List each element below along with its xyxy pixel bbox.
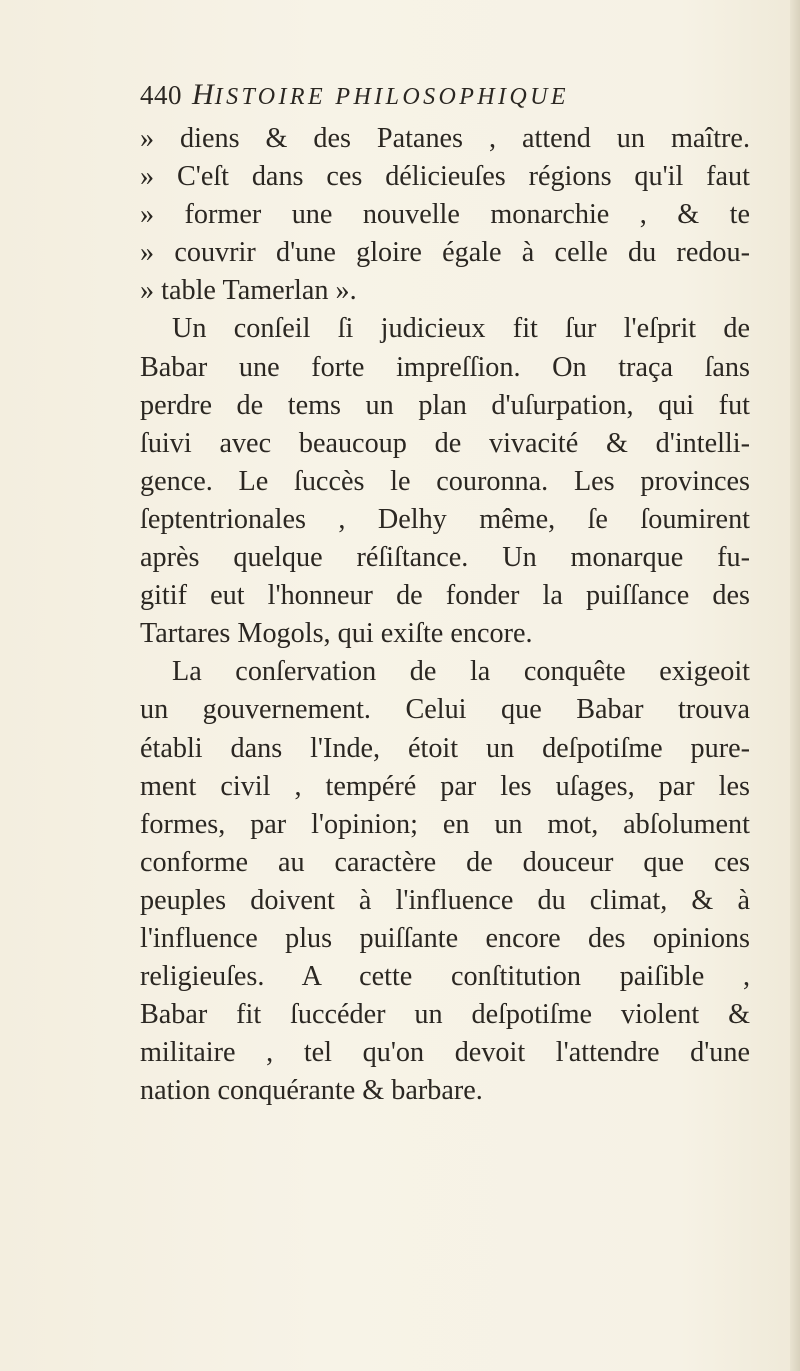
text-line: » table Tamerlan ».	[140, 275, 357, 307]
text-line: conforme au caractère de douceur que ces	[140, 846, 750, 878]
text-line: l'influence plus puiſſante encore des opinions	[140, 922, 750, 954]
page-number: 440	[140, 80, 182, 110]
text-line: militaire , tel qu'on devoit l'attendre d'une	[140, 1037, 750, 1069]
text-line: » diens & des Patanes , attend un maître.	[140, 123, 750, 154]
running-head	[140, 78, 700, 118]
running-title	[192, 78, 569, 111]
text-line: Un conſeil ſi judicieux fit ſur l'eſprit de	[172, 313, 750, 345]
text-line: gitif eut l'honneur de fonder la puiſſance des	[140, 580, 750, 612]
text-line: ment civil , tempéré par les uſages, par les	[140, 770, 750, 802]
text-line: » couvrir d'une gloire égale à celle du redou-	[140, 237, 750, 269]
text-line: ſeptentrionales , Delhy même, ſe ſoumirent	[140, 503, 750, 535]
text-line: religieuſes. A cette conſtitution paiſible ,	[140, 961, 750, 993]
text-line: La conſervation de la conquête exigeoit	[172, 656, 750, 688]
text-line: Tartares Mogols, qui exiſte encore.	[140, 618, 533, 650]
text-line: gence. Le ſuccès le couronna. Les provinces	[140, 465, 750, 497]
text-line: ſuivi avec beaucoup de vivacité & d'intelli-	[140, 427, 750, 459]
text-line: Babar une forte impreſſion. On traça ſans	[140, 351, 750, 383]
text-line: perdre de tems un plan d'uſurpation, qui fut	[140, 389, 750, 421]
text-line: » former une nouvelle monarchie , & te	[140, 199, 750, 231]
body-text	[140, 120, 750, 1110]
text-line: après quelque réſiſtance. Un monarque fu-	[140, 542, 750, 574]
text-line: formes, par l'opinion; en un mot, abſolument	[140, 808, 750, 840]
page-edge	[790, 0, 800, 1371]
text-line: un gouvernement. Celui que Babar trouva	[140, 694, 750, 726]
text-line: » C'eſt dans ces délicieuſes régions qu'il faut	[140, 161, 750, 193]
text-line: Babar fit ſuccéder un deſpotiſme violent &	[140, 999, 750, 1031]
running-title-rest: ISTOIRE PHILOSOPHIQUE	[214, 84, 569, 110]
text-line: nation conquérante & barbare.	[140, 1075, 483, 1107]
text-line: établi dans l'Inde, étoit un deſpotiſme pure-	[140, 732, 750, 764]
text-line: peuples doivent à l'influence du climat, & à	[140, 884, 750, 916]
running-title-initial: H	[192, 78, 215, 111]
